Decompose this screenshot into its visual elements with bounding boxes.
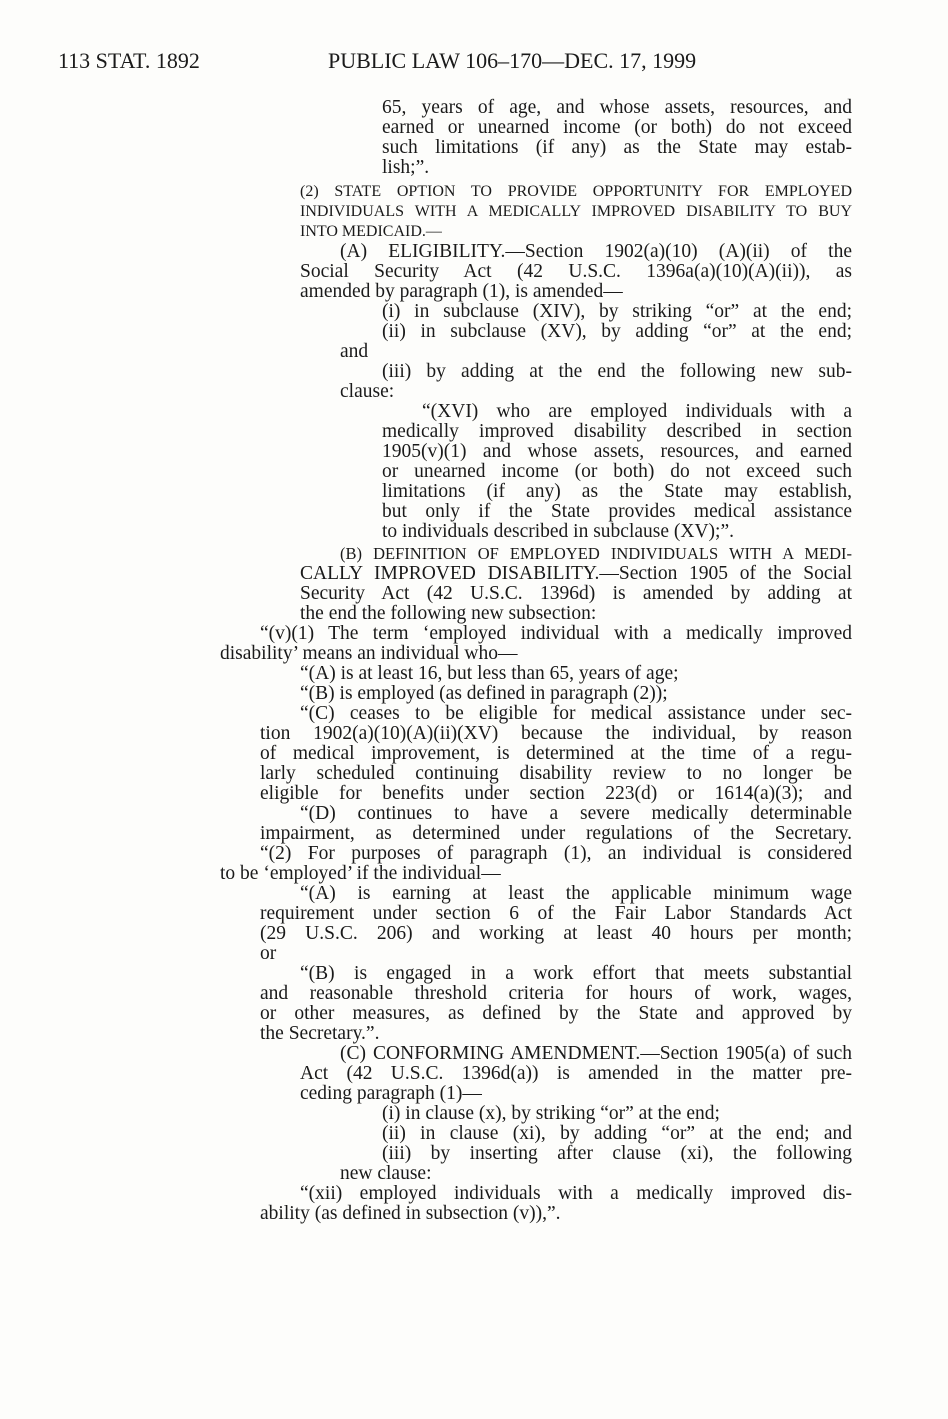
text-line: of medical improvement, is determined at the time of a regu- [260,743,852,764]
text-line: earned or unearned income (or both) do not exceed [382,117,852,138]
text-line: (iii) by inserting after clause (xi), the following [382,1143,852,1164]
text-line: (ii) in clause (xi), by adding “or” at the end; and [382,1123,852,1144]
text-line: (i) in subclause (XIV), by striking “or” at the end; [382,301,852,322]
text-line: requirement under section 6 of the Fair Labor Standards Act [260,903,852,924]
text-line: eligible for benefits under section 223(d) or 1614(a)(3); and [260,783,852,804]
page-header [58,48,888,78]
text-line: 65, years of age, and whose assets, resources, and [382,97,852,118]
text-line: (A) ELIGIBILITY.—Section 1902(a)(10) (A)(ii) of the [340,241,852,262]
text-line: to individuals described in subclause (XV);”. [382,521,734,542]
text-line: 1905(v)(1) and whose assets, resources, and earned [382,441,852,462]
text-line: to be ‘employed’ if the individual— [220,863,501,884]
text-line: Social Security Act (42 U.S.C. 1396a(a)(10)(A)(ii)), as [300,261,852,282]
text-line: such limitations (if any) as the State may estab- [382,137,852,158]
text-line: or unearned income (or both) do not exceed such [382,461,852,482]
text-line: ability (as defined in subsection (v)),”. [260,1203,561,1224]
text-line: “(XVI) who are employed individuals with a [422,401,852,422]
text-line: Security Act (42 U.S.C. 1396d) is amended by adding at [300,583,852,604]
text-line: or other measures, as defined by the State and approved by [260,1003,852,1024]
text-line: limitations (if any) as the State may establish, [382,481,852,502]
text-line: (iii) by adding at the end the following new sub- [382,361,852,382]
text-line: new clause: [340,1163,432,1184]
text-line: “(2) For purposes of paragraph (1), an individual is considered [260,843,852,864]
text-line: INDIVIDUALS WITH A MEDICALLY IMPROVED DISABILITY TO BUY [300,203,852,220]
text-line: CALLY IMPROVED DISABILITY.—Section 1905 of the Social [300,563,852,584]
text-line: “(A) is at least 16, but less than 65, years of age; [300,663,679,684]
text-line: “(B) is employed (as defined in paragraph (2)); [300,683,668,704]
text-line: Act (42 U.S.C. 1396d(a)) is amended in the matter pre- [300,1063,852,1084]
text-line: lish;”. [382,157,430,178]
text-line: “(C) ceases to be eligible for medical assistance under sec- [300,703,852,724]
text-line: and reasonable threshold criteria for hours of work, wages, [260,983,852,1004]
text-line: medically improved disability described in section [382,421,852,442]
text-line: (2) STATE OPTION TO PROVIDE OPPORTUNITY FOR EMPLOYED [300,183,852,200]
text-line: but only if the State provides medical assistance [382,501,852,522]
text-line: or [260,943,277,964]
text-line: disability’ means an individual who— [220,643,518,664]
text-line: clause: [340,381,395,402]
statute-page-number: 113 STAT. 1892 [58,48,200,73]
text-line: INTO MEDICAID.— [300,223,442,240]
text-line: ceding paragraph (1)— [300,1083,482,1104]
text-line: the end the following new subsection: [300,603,597,624]
text-line: larly scheduled continuing disability review to no longer be [260,763,852,784]
text-line: (C) CONFORMING AMENDMENT.—Section 1905(a) of such [340,1043,852,1064]
text-line: and [340,341,369,362]
text-line: (i) in clause (x), by striking “or” at the end; [382,1103,720,1124]
public-law-title: PUBLIC LAW 106–170—DEC. 17, 1999 [328,48,697,73]
text-line: (ii) in subclause (XV), by adding “or” at the end; [382,321,852,342]
text-line: impairment, as determined under regulations of the Secretary. [260,823,852,844]
text-line: “(v)(1) The term ‘employed individual with a medically improved [260,623,852,644]
text-line: tion 1902(a)(10)(A)(ii)(XV) because the individual, by reason [260,723,852,744]
text-line: amended by paragraph (1), is amended— [300,281,623,302]
text-line: (B) DEFINITION OF EMPLOYED INDIVIDUALS WITH A MEDI- [340,544,852,563]
text-line: “(D) continues to have a severe medically determinable [300,803,852,824]
text-line: (29 U.S.C. 206) and working at least 40 hours per month; [260,923,852,944]
text-line: “(xii) employed individuals with a medically improved dis- [300,1183,852,1204]
text-line: “(B) is engaged in a work effort that meets substantial [300,963,852,984]
text-line: the Secretary.”. [260,1023,380,1044]
text-line: “(A) is earning at least the applicable minimum wage [300,883,852,904]
